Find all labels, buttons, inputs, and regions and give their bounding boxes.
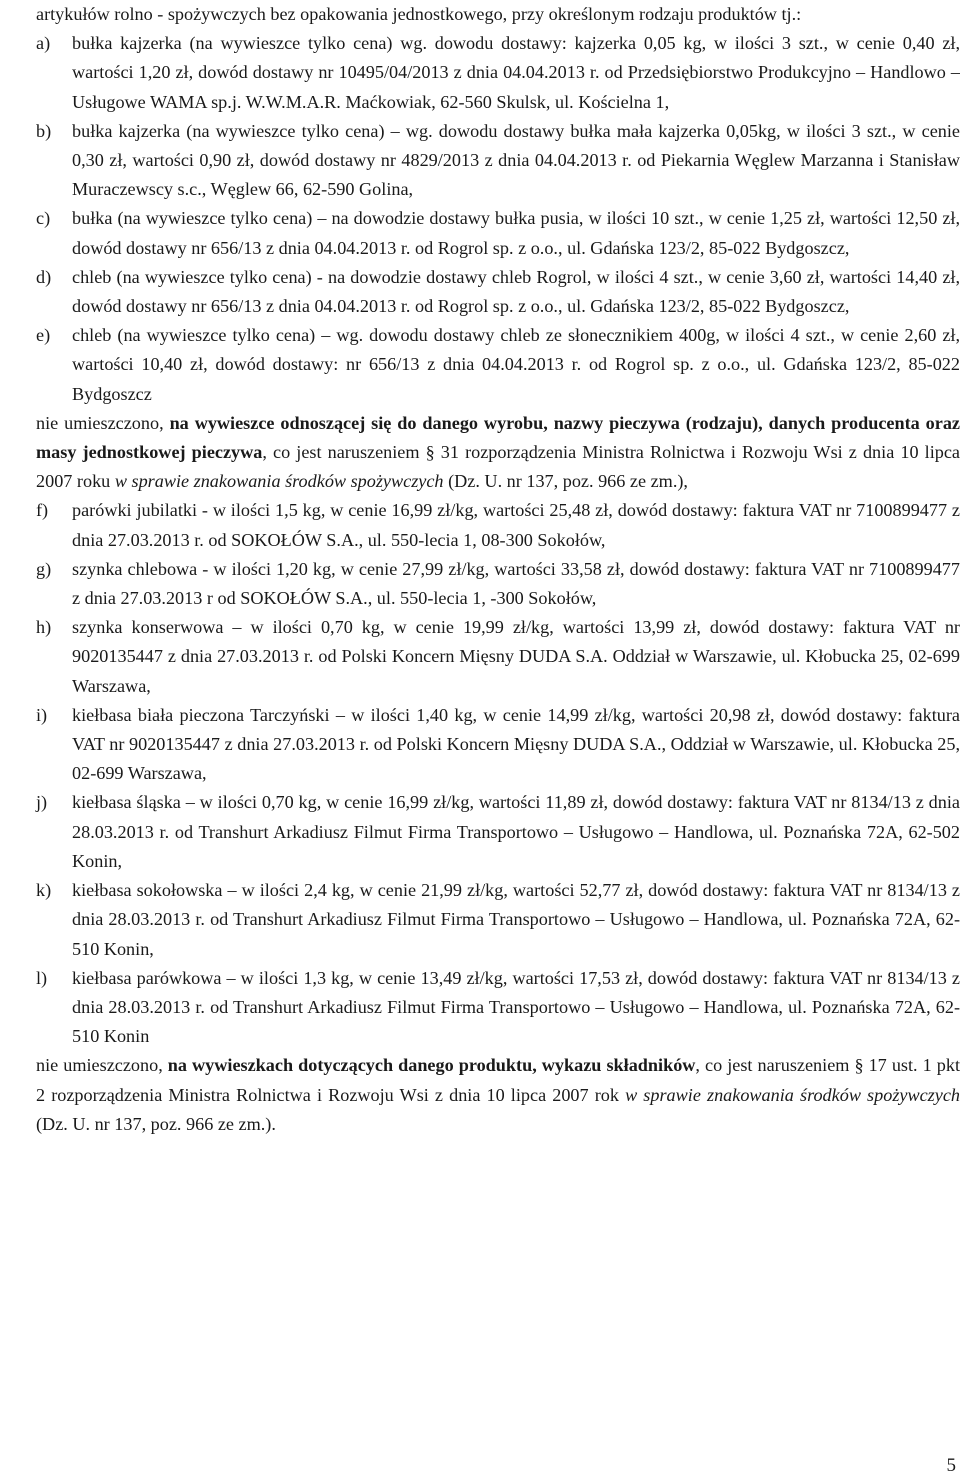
item-text: kiełbasa śląska – w ilości 0,70 kg, w cenie 16,99 zł/kg, wartości 11,89 zł, dowód dostawy: faktura VAT nr 8134/13 z dnia 28.03.2013 r. od Transhurt Arkadiusz Filmut Firma Transportowo – Usługowo – Handlowa, ul. Poznańska 72A, 62-502 Konin, xyxy=(72,792,960,871)
item-text: szynka konserwowa – w ilości 0,70 kg, w cenie 19,99 zł/kg, wartości 13,99 zł, dowód dostawy: faktura VAT nr 9020135447 z dnia 27.03.2013 r. od Polski Koncern Mięsny DUDA S.A. Oddział w Warszawie, ul. Kłobucka 25, 02-699 Warszawa, xyxy=(72,617,960,696)
item-text: kiełbasa biała pieczona Tarczyński – w ilości 1,40 kg, w cenie 14,99 zł/kg, wartości 20,98 zł, dowód dostawy: faktura VAT nr 9020135447 z dnia 27.03.2013 r. od Polski Koncern Mięsny DUDA S.A., Oddział w Warszawie, ul. Kłobucka 25, 02-699 Warszawa, xyxy=(72,704,960,784)
item-text: chleb (na wywieszce tylko cena) – wg. dowodu dostawy chleb ze słonecznikiem 400g, w ilości 4 szt., w cenie 2,60 zł, wartości 10,40 zł, dowód dostawy: nr 656/13 z dnia 04.04.2013 r. od Rogrol sp. z o.o., ul. Gdańska 123/2, 85-022 Bydgoszcz xyxy=(72,325,960,404)
item-label: f) xyxy=(36,500,49,521)
item-text: bułka kajzerka (na wywieszce tylko cena) wg. dowodu dostawy: kajzerka 0,05 kg, w ilości 3 szt., w cenie 0,40 zł, wartości 1,20 zł, dowód dostawy nr 10495/04/2013 z dnia 04.04.2013 r. od Przedsiębiorstwo Produkcyjno – Handlowo – Usługowe WAMA sp.j. W.W.M.A.R. Maćkowiak, 62-560 Skulsk, ul. Kościelna 1, xyxy=(72,33,960,112)
violation-text: , co jest naruszeniem § 17 ust. 1 pkt 2 rozporządzenia Ministra Rolnictwa i Rozwoju Wsi z dnia 10 lipca 2007 rok xyxy=(36,1055,960,1105)
intro-paragraph: artykułów rolno - spożywczych bez opakowania jednostkowego, przy określonym rodzaju produktów tj.: xyxy=(36,4,802,24)
item-label: l) xyxy=(36,967,48,988)
violation-paragraph-2 xyxy=(36,1051,960,1139)
violation-text: (Dz. U. nr 137, poz. 966 ze zm.), xyxy=(443,471,688,492)
item-label: e) xyxy=(36,325,51,346)
item-text: parówki jubilatki - w ilości 1,5 kg, w cenie 16,99 zł/kg, wartości 25,48 zł, dowód dostawy: faktura VAT nr 7100899477 z dnia 27.03.2013 r. od SOKOŁÓW S.A., ul. 550-lecia 1, 08-300 Sokołów, xyxy=(72,500,960,550)
list-f-l xyxy=(36,496,960,1051)
list-item xyxy=(36,321,960,409)
list-a-e xyxy=(36,29,960,409)
item-label: c) xyxy=(36,208,51,229)
violation-text: nie umieszczono, xyxy=(36,412,170,433)
item-label: j) xyxy=(36,792,48,813)
page-number: 5 xyxy=(946,1455,956,1476)
violation-bold-text: na wywieszce odnoszącej się do danego wyrobu, nazwy pieczywa (rodzaju), danych producenta oraz masy jednostkowej pieczywa xyxy=(36,412,960,463)
item-label: h) xyxy=(36,617,52,638)
item-text: szynka chlebowa - w ilości 1,20 kg, w cenie 27,99 zł/kg, wartości 33,58 zł, dowód dostawy: faktura VAT nr 7100899477 z dnia 27.03.2013 r od SOKOŁÓW S.A., ul. 550-lecia 1, -300 Sokołów, xyxy=(72,558,960,609)
list-item xyxy=(36,263,960,321)
list-item xyxy=(36,788,960,876)
list-item xyxy=(36,613,960,701)
item-text: bułka kajzerka (na wywieszce tylko cena) – wg. dowodu dostawy bułka mała kajzerka 0,05kg, w ilości 3 szt., w cenie 0,30 zł, wartości 0,90 zł, dowód dostawy nr 4829/2013 z dnia 04.04.2013 r. od Piekarnia Węglew Marzanna i Stanisław Muraczewscy s.c., Węglew 66, 62-590 Golina, xyxy=(72,120,960,200)
list-item xyxy=(36,496,960,554)
list-item xyxy=(36,204,960,262)
list-item xyxy=(36,876,960,964)
list-item xyxy=(36,29,960,117)
list-item xyxy=(36,701,960,789)
item-label: d) xyxy=(36,266,52,287)
violation-text: nie umieszczono, xyxy=(36,1055,168,1076)
list-item xyxy=(36,117,960,205)
item-text: bułka (na wywieszce tylko cena) – na dowodzie dostawy bułka pusia, w ilości 10 szt., w cenie 1,25 zł, wartości 12,50 zł, dowód dostawy nr 656/13 z dnia 04.04.2013 r. od Rogrol sp. z o.o., ul. Gdańska 123/2, 85-022 Bydgoszcz, xyxy=(72,208,960,258)
item-label: k) xyxy=(36,880,52,901)
violation-bold-text: na wywieszkach dotyczących danego produktu, wykazu składników xyxy=(167,1055,696,1076)
item-label: a) xyxy=(36,33,51,54)
item-label: i) xyxy=(36,704,48,725)
list-item xyxy=(36,964,960,1052)
violation-paragraph-1 xyxy=(36,409,960,497)
violation-text: , co jest naruszeniem § 31 rozporządzenia Ministra Rolnictwa i Rozwoju Wsi z dnia 10 lipca 2007 roku xyxy=(36,442,960,492)
item-text: kiełbasa sokołowska – w ilości 2,4 kg, w cenie 21,99 zł/kg, wartości 52,77 zł, dowód dostawy: faktura VAT nr 8134/13 z dnia 28.03.2013 r. od Transhurt Arkadiusz Filmut Firma Transportowo – Usługowo – Handlowa, ul. Poznańska 72A, 62-510 Konin, xyxy=(72,880,960,959)
item-text: chleb (na wywieszce tylko cena) - na dowodzie dostawy chleb Rogrol, w ilości 4 szt., w cenie 3,60 zł, wartości 14,40 zł, dowód dostawy nr 656/13 z dnia 04.04.2013 r. od Rogrol sp. z o.o., ul. Gdańska 123/2, 85-022 Bydgoszcz, xyxy=(72,266,960,317)
list-item xyxy=(36,555,960,613)
violation-text: (Dz. U. nr 137, poz. 966 ze zm.). xyxy=(36,1113,276,1134)
regulation-title: w sprawie znakowania środków spożywczych xyxy=(625,1084,960,1105)
document-body xyxy=(36,0,960,1139)
item-label: b) xyxy=(36,120,52,141)
regulation-title: w sprawie znakowania środków spożywczych xyxy=(114,471,444,492)
item-text: kiełbasa parówkowa – w ilości 1,3 kg, w cenie 13,49 zł/kg, wartości 17,53 zł, dowód dostawy: faktura VAT nr 8134/13 z dnia 28.03.2013 r. od Transhurt Arkadiusz Filmut Firma Transportowo – Usługowo – Handlowa, ul. Poznańska 72A, 62-510 Konin xyxy=(72,967,960,1047)
item-label: g) xyxy=(36,558,52,579)
